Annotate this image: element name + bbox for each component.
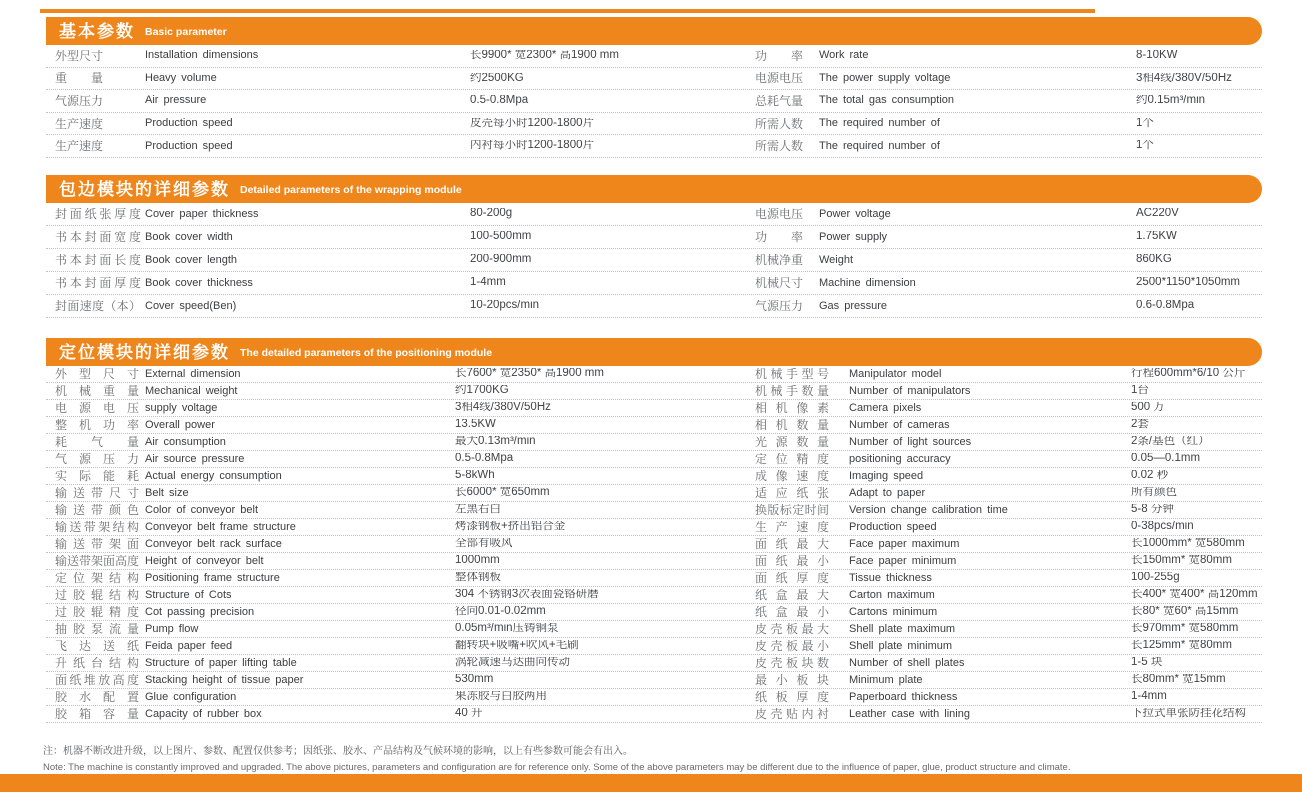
top-divider-rule: [40, 9, 1095, 13]
param-name-cn-text: 生产速度: [55, 117, 104, 130]
param-name-cn-left: [55, 691, 145, 703]
param-name-cn-right: [755, 572, 849, 584]
param-name-en-left: Color of conveyor belt: [145, 504, 258, 516]
param-name-cn-right: [755, 300, 819, 312]
param-value-left: 烤漆钢板+挤出铝合金: [455, 521, 566, 533]
param-name-cn-text: 所需人数: [755, 140, 804, 153]
param-value-left: 左黑右白: [455, 504, 501, 516]
parameter-row: [46, 400, 1262, 417]
param-name-cn-left: [55, 72, 145, 84]
param-value-left: 长6000* 宽650mm: [455, 487, 550, 499]
param-name-en-right: The required number of: [819, 118, 940, 130]
parameter-row: [46, 485, 1262, 502]
param-name-cn-right: [755, 277, 819, 289]
param-name-cn-right: [755, 623, 849, 635]
param-name-cn-right: [755, 470, 849, 482]
parameter-row: [46, 203, 1262, 226]
param-name-cn-text: 皮壳板最小: [755, 640, 829, 652]
parameter-row: [46, 226, 1262, 249]
param-name-en-right: positioning accuracy: [849, 453, 951, 465]
param-value-left: 内衬每小时1200-1800片: [470, 140, 594, 152]
param-name-cn-right: [755, 504, 849, 516]
param-name-cn-right: [755, 95, 819, 107]
param-name-cn-text: 封面速度（本）: [55, 300, 141, 312]
parameter-row: [46, 249, 1262, 272]
param-name-en-right: Paperboard thickness: [849, 691, 958, 703]
param-name-en-right: Shell plate maximum: [849, 623, 956, 635]
param-name-cn-text: 书本封面宽度: [55, 231, 141, 243]
param-name-cn-text: 飞达送纸: [55, 640, 139, 652]
section-header: [46, 175, 1262, 203]
param-name-en-left: Production speed: [145, 140, 233, 152]
param-name-cn-left: [55, 470, 145, 482]
param-value-left: 10-20pcs/min: [470, 300, 540, 312]
parameter-row: [46, 366, 1262, 383]
param-name-cn-left: [55, 538, 145, 550]
param-name-cn-text: 输送带架结构: [55, 521, 139, 533]
param-name-cn-left: [55, 640, 145, 652]
param-name-en-right: Production speed: [849, 521, 937, 533]
param-value-right: AC220V: [1136, 208, 1179, 220]
param-name-en-right: Power voltage: [819, 208, 891, 220]
param-name-cn-right: [755, 538, 849, 550]
param-name-en-right: Number of manipulators: [849, 385, 971, 397]
param-value-right: 长80mm* 宽15mm: [1131, 674, 1226, 686]
param-value-left: 1000mm: [455, 555, 500, 567]
param-name-en-left: Height of conveyor belt: [145, 555, 264, 567]
param-name-cn-text: 胶水配置: [55, 691, 139, 703]
param-name-cn-text: 机械尺寸: [755, 277, 804, 289]
param-name-cn-text: 过胶辊结构: [55, 589, 139, 601]
param-value-left: 皮壳每小时1200-1800片: [470, 117, 594, 129]
param-name-en-left: Positioning frame structure: [145, 572, 280, 584]
parameter-row: [46, 570, 1262, 587]
parameter-rows: [46, 203, 1262, 318]
param-value-right: 500 万: [1131, 402, 1165, 414]
param-name-cn-text: 皮壳贴内衬: [755, 708, 829, 720]
param-name-en-right: Imaging speed: [849, 470, 924, 482]
param-name-cn-right: [755, 708, 849, 720]
param-name-en-right: Cartons minimum: [849, 606, 938, 618]
param-name-en-left: Stacking height of tissue paper: [145, 674, 304, 686]
param-name-en-left: Cover speed(Ben): [145, 300, 237, 312]
param-name-cn-text: 气源压力: [55, 453, 139, 465]
parameter-row: [46, 706, 1262, 723]
param-value-right: 长125mm* 宽80mm: [1131, 640, 1232, 652]
param-name-cn-text: 面纸最小: [755, 555, 829, 567]
param-name-cn-text: 书本封面长度: [55, 254, 141, 266]
param-name-en-right: The required number of: [819, 140, 940, 152]
param-name-cn-text: 功率: [755, 49, 803, 62]
param-name-cn-right: [755, 402, 849, 414]
param-name-cn-left: [55, 140, 145, 152]
param-name-cn-left: [55, 606, 145, 618]
param-value-right: 8-10KW: [1136, 50, 1178, 62]
param-name-cn-text: 整机功率: [55, 419, 139, 431]
param-name-cn-text: 面纸最大: [755, 538, 829, 550]
param-name-cn-right: [755, 521, 849, 533]
param-value-right: 0-38pcs/min: [1131, 521, 1194, 533]
param-value-right: 1.75KW: [1136, 231, 1177, 243]
param-name-en-left: Structure of Cots: [145, 589, 232, 601]
param-name-en-left: Glue configuration: [145, 691, 237, 703]
param-name-en-right: Gas pressure: [819, 300, 888, 312]
param-name-cn-left: [55, 402, 145, 414]
param-name-en-right: The power supply voltage: [819, 72, 951, 84]
param-name-cn-right: [755, 368, 849, 380]
param-value-left: 长9900* 宽2300* 高1900 mm: [470, 50, 619, 62]
param-name-cn-right: [755, 453, 849, 465]
parameter-row: [46, 638, 1262, 655]
param-name-en-right: Weight: [819, 254, 854, 266]
param-name-en-left: Book cover thickness: [145, 277, 253, 289]
param-value-right: 5-8 分钟: [1131, 504, 1174, 516]
parameter-row: [46, 434, 1262, 451]
param-name-cn-text: 生产速度: [55, 140, 104, 153]
note-english: Note: The machine is constantly improved and upgraded. The above pictures, parameters and configuration are for reference only. Some of the above parameters may be different due to the influence of paper, glue, product structure and climate.: [43, 762, 1071, 773]
param-name-en-left: Overall power: [145, 419, 215, 431]
param-name-cn-left: [55, 300, 145, 312]
param-name-en-right: Shell plate minimum: [849, 640, 953, 652]
param-value-right: 所有颜色: [1131, 487, 1177, 499]
param-value-left: 全部有吸风: [455, 538, 513, 550]
param-name-cn-left: [55, 487, 145, 499]
param-name-cn-text: 气源压力: [55, 94, 104, 107]
param-name-en-left: Actual energy consumption: [145, 470, 282, 482]
param-name-cn-left: [55, 436, 145, 448]
param-name-cn-text: 面纸厚度: [755, 572, 829, 584]
param-value-right: 长1000mm* 宽580mm: [1131, 538, 1245, 550]
param-name-cn-text: 换版标定时间: [755, 504, 829, 516]
param-name-cn-right: [755, 589, 849, 601]
section-title-english: The detailed parameters of the positioning module: [240, 347, 493, 360]
param-value-right: 1-5 块: [1131, 657, 1163, 669]
param-name-cn-text: 输送带尺寸: [55, 487, 139, 499]
param-name-cn-left: [55, 231, 145, 243]
param-name-en-right: The total gas consumption: [819, 95, 955, 107]
param-name-cn-left: [55, 555, 145, 567]
param-name-cn-text: 抽胶泵流量: [55, 623, 139, 635]
param-name-cn-text: 胶箱容量: [55, 708, 139, 720]
param-value-left: 3相4线/380V/50Hz: [455, 402, 551, 414]
param-value-left: 果冻胶与白胶两用: [455, 691, 547, 703]
param-name-cn-left: [55, 674, 145, 686]
param-name-cn-left: [55, 50, 145, 62]
param-name-cn-right: [755, 208, 819, 220]
param-name-cn-text: 相机像素: [755, 402, 829, 414]
param-name-cn-text: 适应纸张: [755, 487, 829, 499]
section-wrapping-module: [46, 175, 1262, 318]
parameter-row: [46, 553, 1262, 570]
param-name-cn-text: 升纸台结构: [55, 657, 139, 669]
parameter-row: [46, 536, 1262, 553]
param-name-en-right: Manipulator model: [849, 368, 942, 380]
param-name-en-left: Pump flow: [145, 623, 199, 635]
param-name-cn-text: 机械手数量: [755, 385, 829, 397]
param-name-cn-text: 输送带颜色: [55, 504, 139, 516]
param-value-left: 0.5-0.8Mpa: [455, 453, 514, 465]
param-value-right: 长150mm* 宽80mm: [1131, 555, 1232, 567]
param-value-right: 0.02 秒: [1131, 470, 1169, 482]
param-name-en-right: Machine dimension: [819, 277, 916, 289]
param-name-cn-left: [55, 657, 145, 669]
param-name-cn-text: 输送带架面高度: [55, 555, 140, 567]
param-name-cn-left: [55, 118, 145, 130]
param-name-en-left: Conveyor belt rack surface: [145, 538, 282, 550]
parameter-row: [46, 272, 1262, 295]
param-name-cn-text: 输送带架面: [55, 538, 139, 550]
param-value-left: 40 升: [455, 708, 483, 720]
param-name-en-left: Book cover length: [145, 254, 238, 266]
param-name-en-right: Minimum plate: [849, 674, 923, 686]
param-name-cn-text: 机械净重: [755, 254, 804, 266]
param-value-right: 3相4线/380V/50Hz: [1136, 72, 1232, 84]
param-value-left: 约1700KG: [455, 385, 509, 397]
param-value-right: 长970mm* 宽580mm: [1131, 623, 1239, 635]
param-name-en-left: Structure of paper lifting table: [145, 657, 297, 669]
param-value-left: 1-4mm: [470, 277, 506, 289]
param-name-cn-left: [55, 368, 145, 380]
section-positioning-module: [46, 338, 1262, 723]
param-name-en-right: Number of cameras: [849, 419, 950, 431]
param-name-en-left: Cover paper thickness: [145, 208, 259, 220]
param-name-cn-right: [755, 254, 819, 266]
param-name-cn-right: [755, 691, 849, 703]
param-name-cn-text: 重量: [55, 72, 103, 85]
param-name-en-right: Carton maximum: [849, 589, 935, 601]
parameter-row: [46, 451, 1262, 468]
param-value-left: 200-900mm: [470, 254, 532, 266]
footer-notes: [43, 742, 1263, 773]
section-title-chinese: 基本参数: [59, 21, 135, 41]
section-title-english: Detailed parameters of the wrapping module: [240, 184, 462, 197]
param-name-cn-right: [755, 487, 849, 499]
param-name-cn-text: 最小板块: [755, 674, 829, 686]
param-name-en-left: Feida paper feed: [145, 640, 233, 652]
param-name-en-left: Air source pressure: [145, 453, 245, 465]
param-name-en-right: Adapt to paper: [849, 487, 926, 499]
param-name-en-left: Mechanical weight: [145, 385, 238, 397]
parameter-row: [46, 502, 1262, 519]
param-name-cn-right: [755, 640, 849, 652]
param-name-cn-left: [55, 277, 145, 289]
param-value-right: 860KG: [1136, 254, 1172, 266]
section-header: [46, 338, 1262, 366]
param-value-left: 长7600* 宽2350* 高1900 mm: [455, 368, 604, 380]
param-value-left: 5-8kWh: [455, 470, 495, 482]
param-name-cn-text: 纸盒最大: [755, 589, 829, 601]
note-chinese: 注：机器不断改进升级，以上图片、参数、配置仅供参考；因纸张、胶水、产品结构及气候环境的影响，以上有些参数可能会有出入。: [43, 746, 633, 757]
param-value-left: 530mm: [455, 674, 494, 686]
param-name-cn-right: [755, 118, 819, 130]
parameter-row: [46, 655, 1262, 672]
param-name-cn-text: 书本封面厚度: [55, 277, 141, 289]
parameter-rows: [46, 45, 1262, 158]
param-name-en-left: Book cover width: [145, 231, 233, 243]
param-name-en-right: Number of shell plates: [849, 657, 965, 669]
param-name-en-left: Production speed: [145, 118, 233, 130]
param-name-cn-right: [755, 674, 849, 686]
param-name-cn-text: 外型尺寸: [55, 368, 139, 380]
param-name-en-right: Face paper minimum: [849, 555, 957, 567]
param-name-cn-left: [55, 419, 145, 431]
param-name-cn-text: 总耗气量: [755, 94, 804, 107]
param-value-left: 翻转块+吸嘴+吹风+毛刷: [455, 640, 579, 652]
param-name-en-left: supply voltage: [145, 402, 218, 414]
param-name-cn-right: [755, 231, 819, 243]
param-value-left: 80-200g: [470, 208, 513, 220]
param-name-en-right: Tissue thickness: [849, 572, 932, 584]
param-name-cn-text: 功率: [755, 231, 803, 243]
param-value-left: 整体钢板: [455, 572, 501, 584]
param-name-cn-left: [55, 521, 145, 533]
parameter-row: [46, 113, 1262, 136]
param-value-right: 约0.15m³/min: [1136, 95, 1206, 107]
parameter-rows: [46, 366, 1262, 723]
param-name-cn-right: [755, 72, 819, 84]
param-value-right: 2500*1150*1050mm: [1136, 277, 1241, 289]
param-name-cn-left: [55, 504, 145, 516]
param-name-cn-text: 纸盒最小: [755, 606, 829, 618]
param-value-right: 长80* 宽60* 高15mm: [1131, 606, 1239, 618]
param-name-en-right: Face paper maximum: [849, 538, 960, 550]
param-name-cn-right: [755, 50, 819, 62]
parameter-row: [46, 90, 1262, 113]
param-value-right: 2条/基色（红）: [1131, 436, 1210, 448]
param-value-right: 0.05—0.1mm: [1131, 453, 1201, 465]
param-name-cn-right: [755, 140, 819, 152]
param-name-en-left: Heavy volume: [145, 72, 217, 84]
param-value-right: 行程600mm*6/10 公斤: [1131, 368, 1246, 380]
parameter-row: [46, 68, 1262, 91]
param-name-cn-text: 纸板厚度: [755, 691, 829, 703]
section-header: [46, 17, 1262, 45]
parameter-row: [46, 604, 1262, 621]
param-name-cn-text: 过胶辊精度: [55, 606, 139, 618]
section-basic-parameter: [46, 17, 1262, 158]
param-name-cn-text: 定位架结构: [55, 572, 139, 584]
section-title-chinese: 包边模块的详细参数: [59, 179, 230, 199]
parameter-row: [46, 587, 1262, 604]
param-name-en-left: Cot passing precision: [145, 606, 255, 618]
param-name-cn-text: 气源压力: [755, 300, 804, 312]
param-name-en-left: Air pressure: [145, 95, 207, 107]
param-name-cn-left: [55, 572, 145, 584]
param-value-left: 约2500KG: [470, 72, 524, 84]
parameter-row: [46, 689, 1262, 706]
param-name-cn-left: [55, 453, 145, 465]
parameter-row: [46, 519, 1262, 536]
param-name-cn-left: [55, 623, 145, 635]
parameter-row: [46, 672, 1262, 689]
param-name-en-left: Conveyor belt frame structure: [145, 521, 296, 533]
param-name-cn-left: [55, 208, 145, 220]
parameter-row: [46, 45, 1262, 68]
param-name-en-right: Leather case with lining: [849, 708, 970, 720]
param-name-cn-right: [755, 555, 849, 567]
param-name-cn-text: 耗气量: [55, 436, 139, 448]
parameter-row: [46, 135, 1262, 158]
param-name-cn-text: 电源电压: [755, 72, 804, 85]
parameter-row: [46, 621, 1262, 638]
param-value-right: 0.6-0.8Mpa: [1136, 300, 1195, 312]
param-value-left: 最大0.13m³/min: [455, 436, 536, 448]
param-name-en-right: Camera pixels: [849, 402, 922, 414]
param-name-cn-text: 封面纸张厚度: [55, 208, 141, 220]
param-name-cn-text: 光源数量: [755, 436, 829, 448]
param-name-cn-right: [755, 606, 849, 618]
param-name-cn-right: [755, 419, 849, 431]
param-value-left: 径向0.01-0.02mm: [455, 606, 546, 618]
param-name-cn-text: 实际能耗: [55, 470, 139, 482]
param-name-en-right: Version change calibration time: [849, 504, 1008, 516]
param-name-cn-left: [55, 254, 145, 266]
param-value-right: 下拉式单张防挂花结构: [1131, 708, 1246, 720]
param-name-cn-text: 机械重量: [55, 385, 139, 397]
param-value-left: 13.5KW: [455, 419, 496, 431]
param-name-cn-left: [55, 95, 145, 107]
param-value-right: 1-4mm: [1131, 691, 1167, 703]
param-value-right: 2套: [1131, 419, 1149, 431]
param-name-cn-text: 面纸堆放高度: [55, 674, 139, 686]
param-name-en-right: Number of light sources: [849, 436, 972, 448]
section-title-english: Basic parameter: [145, 26, 227, 39]
param-value-right: 1个: [1136, 140, 1154, 152]
param-name-cn-left: [55, 385, 145, 397]
param-value-right: 长400* 宽400* 高120mm: [1131, 589, 1258, 601]
param-value-right: 1台: [1131, 385, 1149, 397]
param-value-left: 304 不锈钢3次表面瓷铬研磨: [455, 589, 599, 601]
param-name-cn-text: 机械手型号: [755, 368, 829, 380]
param-name-cn-text: 成像速度: [755, 470, 829, 482]
bottom-accent-bar: [0, 774, 1302, 792]
param-name-cn-right: [755, 657, 849, 669]
param-value-left: 0.05m³/min压铸铜泵: [455, 623, 559, 635]
param-name-cn-right: [755, 436, 849, 448]
param-name-en-right: Work rate: [819, 50, 869, 62]
param-value-right: 1个: [1136, 117, 1154, 129]
param-name-cn-text: 电源电压: [55, 402, 139, 414]
param-name-cn-text: 皮壳板最大: [755, 623, 829, 635]
parameter-row: [46, 295, 1262, 318]
param-value-left: 0.5-0.8Mpa: [470, 95, 529, 107]
param-name-en-right: Power supply: [819, 231, 888, 243]
param-name-cn-text: 电源电压: [755, 208, 804, 220]
param-name-en-left: Air consumption: [145, 436, 226, 448]
param-name-cn-text: 皮壳板块数: [755, 657, 829, 669]
param-value-right: 100-255g: [1131, 572, 1180, 584]
section-title-chinese: 定位模块的详细参数: [59, 342, 230, 362]
param-name-cn-left: [55, 589, 145, 601]
param-name-cn-text: 生产速度: [755, 521, 829, 533]
param-name-en-left: Installation dimensions: [145, 50, 259, 62]
param-name-en-left: Capacity of rubber box: [145, 708, 262, 720]
param-name-en-left: Belt size: [145, 487, 189, 499]
param-name-cn-text: 定位精度: [755, 453, 829, 465]
param-name-cn-left: [55, 708, 145, 720]
param-value-left: 涡轮减速马达曲向传动: [455, 657, 570, 669]
param-name-en-left: External dimension: [145, 368, 241, 380]
parameter-row: [46, 383, 1262, 400]
param-name-cn-right: [755, 385, 849, 397]
param-name-cn-text: 相机数量: [755, 419, 829, 431]
param-value-left: 100-500mm: [470, 231, 532, 243]
param-name-cn-text: 外型尺寸: [55, 49, 104, 62]
parameter-row: [46, 417, 1262, 434]
param-name-cn-text: 所需人数: [755, 117, 804, 130]
parameter-row: [46, 468, 1262, 485]
